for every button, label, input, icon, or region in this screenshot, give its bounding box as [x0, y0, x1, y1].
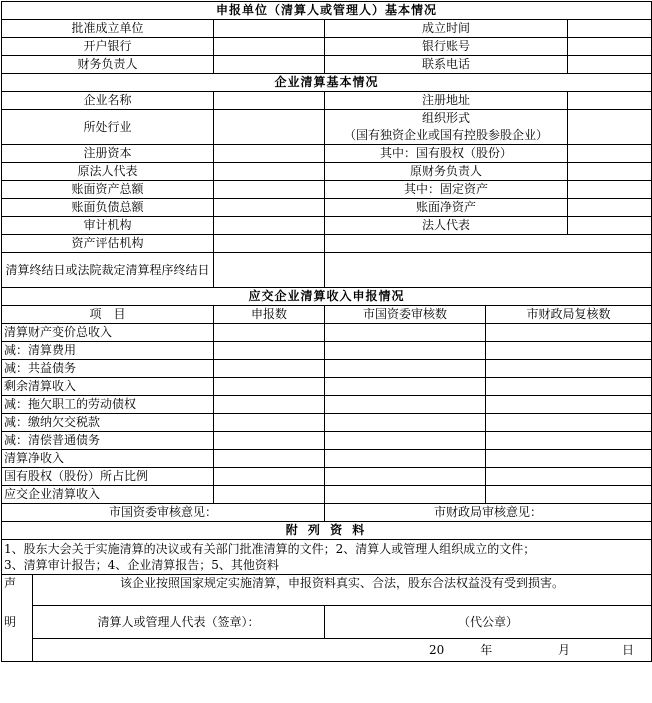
established-date-label: 成立时间 [325, 20, 568, 38]
finance-head-value[interactable] [214, 56, 325, 74]
declared-cell[interactable] [214, 360, 325, 378]
col-header-item: 项 目 [2, 306, 214, 324]
income-item-label: 减：拖欠职工的劳动债权 [2, 396, 214, 414]
sasac-cell[interactable] [325, 378, 486, 396]
bank-account-label: 银行账号 [325, 38, 568, 56]
total-liabilities-label: 账面负债总额 [2, 199, 214, 217]
reg-capital-value[interactable] [214, 145, 325, 163]
fixed-assets-value[interactable] [568, 181, 652, 199]
declaration-label-top: 声 [2, 575, 33, 598]
finance-cell[interactable] [486, 468, 652, 486]
sasac-cell[interactable] [325, 486, 486, 504]
sasac-cell[interactable] [325, 396, 486, 414]
fixed-assets-label: 其中：固定资产 [325, 181, 568, 199]
net-assets-value[interactable] [568, 199, 652, 217]
total-liabilities-value[interactable] [214, 199, 325, 217]
declared-cell[interactable] [214, 432, 325, 450]
finance-opinion-label: 市财政局审核意见： [325, 504, 652, 522]
sasac-cell[interactable] [325, 432, 486, 450]
declaration-label-bottom: 明 [2, 606, 33, 639]
audit-firm-value[interactable] [214, 217, 325, 235]
section1-title: 申报单位（清算人或管理人）基本情况 [2, 2, 652, 20]
income-item-label: 清算财产变价总收入 [2, 324, 214, 342]
income-item-label: 减：清偿普通债务 [2, 432, 214, 450]
income-item-label: 减：清算费用 [2, 342, 214, 360]
declared-cell[interactable] [214, 324, 325, 342]
income-item-label: 减：共益债务 [2, 360, 214, 378]
state-equity-label: 其中：国有股权（股份） [325, 145, 568, 163]
sasac-cell[interactable] [325, 468, 486, 486]
org-form-label: 组织形式 [325, 110, 568, 128]
official-seal-label: （代公章） [325, 606, 652, 639]
attachments-line-1: 1、股东大会关于实施清算的决议或有关部门批准清算的文件；2、清算人或管理人组织成立的文件； [4, 542, 536, 556]
finance-cell[interactable] [486, 342, 652, 360]
finance-cell[interactable] [486, 396, 652, 414]
finance-cell[interactable] [486, 360, 652, 378]
end-date-label: 清算终结日或法院裁定清算程序终结日 [2, 253, 214, 288]
company-name-value[interactable] [214, 92, 325, 110]
bank-account-value[interactable] [568, 38, 652, 56]
section3-title: 应交企业清算收入申报情况 [2, 288, 652, 306]
end-date-extra[interactable] [325, 253, 652, 288]
bank-label: 开户银行 [2, 38, 214, 56]
company-name-label: 企业名称 [2, 92, 214, 110]
established-date-value[interactable] [568, 20, 652, 38]
sasac-cell[interactable] [325, 360, 486, 378]
bank-value[interactable] [214, 38, 325, 56]
attachments-line-2: 3、清算审计报告；4、企业清算报告；5、其他资料 [4, 558, 279, 572]
legal-rep-label: 原法人代表 [2, 163, 214, 181]
declared-cell[interactable] [214, 378, 325, 396]
declared-cell[interactable] [214, 342, 325, 360]
appraisal-firm-value[interactable] [214, 235, 325, 253]
declared-cell[interactable] [214, 468, 325, 486]
orig-finance-head-value[interactable] [568, 163, 652, 181]
declaration-date [33, 639, 652, 662]
sasac-cell[interactable] [325, 342, 486, 360]
orig-finance-head-label: 原财务负责人 [325, 163, 568, 181]
audit-firm-label: 审计机构 [2, 217, 214, 235]
finance-cell[interactable] [486, 486, 652, 504]
finance-cell[interactable] [486, 324, 652, 342]
industry-label: 所处行业 [2, 110, 214, 145]
end-date-value[interactable] [214, 253, 325, 288]
date-month: 月 [558, 642, 571, 657]
declared-cell[interactable] [214, 450, 325, 468]
section4-title: 附 列 资 料 [2, 522, 652, 540]
date-year: 20 年 [429, 642, 493, 657]
income-item-label: 国有股权（股份）所占比例 [2, 468, 214, 486]
state-equity-value[interactable] [568, 145, 652, 163]
reg-address-value[interactable] [568, 92, 652, 110]
approving-unit-value[interactable] [214, 20, 325, 38]
industry-value[interactable] [214, 110, 325, 145]
finance-cell[interactable] [486, 450, 652, 468]
sasac-opinion-label: 市国资委审核意见： [2, 504, 325, 522]
finance-cell[interactable] [486, 432, 652, 450]
signer-label: 清算人或管理人代表（签章）： [33, 606, 325, 639]
income-item-label: 应交企业清算收入 [2, 486, 214, 504]
net-assets-label: 账面净资产 [325, 199, 568, 217]
declared-cell[interactable] [214, 414, 325, 432]
legal-rep-value[interactable] [214, 163, 325, 181]
approving-unit-label: 批准成立单位 [2, 20, 214, 38]
declared-cell[interactable] [214, 486, 325, 504]
finance-cell[interactable] [486, 414, 652, 432]
audit-legal-rep-label: 法人代表 [325, 217, 568, 235]
phone-label: 联系电话 [325, 56, 568, 74]
phone-value[interactable] [568, 56, 652, 74]
finance-head-label: 财务负责人 [2, 56, 214, 74]
clearing-declaration-form [1, 1, 652, 662]
income-item-label: 剩余清算收入 [2, 378, 214, 396]
declaration-spacer-right [33, 597, 652, 606]
total-assets-label: 账面资产总额 [2, 181, 214, 199]
declared-cell[interactable] [214, 396, 325, 414]
sasac-cell[interactable] [325, 414, 486, 432]
finance-cell[interactable] [486, 378, 652, 396]
sasac-cell[interactable] [325, 450, 486, 468]
attachments-text [2, 540, 652, 575]
declaration-spacer-left [2, 597, 33, 606]
org-form-value[interactable] [568, 110, 652, 145]
col-header-finance: 市财政局复核数 [486, 306, 652, 324]
appraisal-firm-extra[interactable] [325, 235, 652, 253]
audit-legal-rep-value[interactable] [568, 217, 652, 235]
sasac-cell[interactable] [325, 324, 486, 342]
org-form-note: （国有独资企业或国有控股参股企业） [325, 127, 568, 145]
income-item-label: 减：缴纳欠交税款 [2, 414, 214, 432]
appraisal-firm-label: 资产评估机构 [2, 235, 214, 253]
declaration-statement: 该企业按照国家规定实施清算，申报资料真实、合法，股东合法权益没有受到损害。 [33, 575, 652, 598]
section2-title: 企业清算基本情况 [2, 74, 652, 92]
col-header-sasac: 市国资委审核数 [325, 306, 486, 324]
total-assets-value[interactable] [214, 181, 325, 199]
reg-capital-label: 注册资本 [2, 145, 214, 163]
col-header-declared: 申报数 [214, 306, 325, 324]
reg-address-label: 注册地址 [325, 92, 568, 110]
income-item-label: 清算净收入 [2, 450, 214, 468]
date-day: 日 [622, 642, 635, 657]
declaration-spacer-bottom [2, 639, 33, 662]
